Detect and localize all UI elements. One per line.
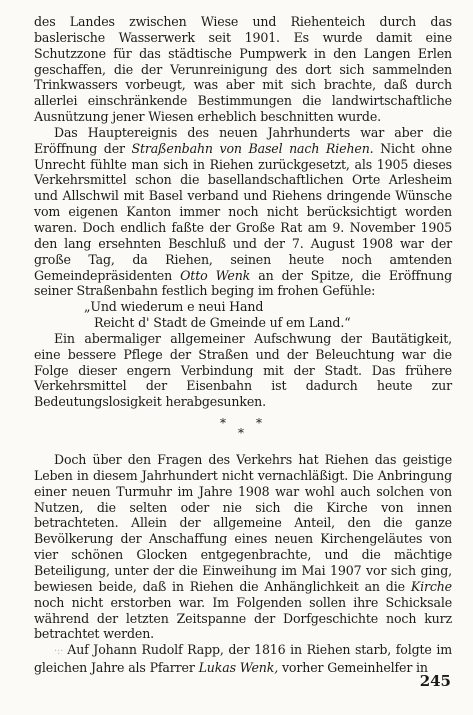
paragraph-5-text-b: vorher Gemeinhelfer in	[278, 660, 428, 676]
emphasis-otto-wenk: Otto Wenk	[180, 267, 251, 283]
paragraph-1: des Landes zwischen Wiese und Riehenteich durch das baslerische Wasserwerk seit 1901. Es wurde damit eine Schutzzone für das städtische Pumpwerk in den Langen Erlen geschaffen, die der Verunreinigung des dort sich sammelnden Trinkwassers vorbeugt, was aber mit sich brachte, daß durch allerlei einschränkende Bestimmungen die landwirtschaftliche Ausnützung jener Wiesen erheblich beschnitten wurde.	[34, 14, 452, 125]
section-divider-stars	[34, 414, 452, 448]
paragraph-5	[34, 642, 452, 676]
verse-quote	[84, 299, 452, 331]
paragraph-2	[34, 125, 452, 299]
margin-mark: ·:·	[54, 646, 64, 658]
verse-line-1: „Und wiederum e neui Hand	[84, 299, 264, 315]
paragraph-4	[34, 452, 452, 642]
paragraph-2-text-a: Das Hauptereignis des neuen Jahrhunderts war aber die Eröffnung der	[34, 124, 452, 156]
emphasis-kirche: Kirche	[410, 578, 452, 594]
divider-star-3: *	[256, 416, 262, 431]
paragraph-4-text-b: noch nicht erstorben war. Im Folgenden sollen ihre Schicksale während der letzten Zeitspanne der Dorfgeschichte noch kurz betrachtet werden.	[34, 594, 452, 642]
emphasis-strassenbahn: Straßenbahn von Basel nach Riehen.	[131, 140, 374, 156]
paragraph-3: Ein abermaliger allgemeiner Aufschwung der Bautätigkeit, eine bessere Pflege der Straßen und der Beleuchtung war die Folge dieser engern Verbindung mit der Stadt. Das frühere Verkehrsmittel der Eisenbahn ist dadurch heute zur Bedeutungslosigkeit herabgesunken.	[34, 330, 452, 410]
divider-star-2: *	[238, 426, 244, 441]
body-text	[34, 14, 452, 676]
emphasis-lukas-wenk: Lukas Wenk,	[198, 660, 279, 676]
paragraph-4-text-a: Doch über den Fragen des Verkehrs hat Riehen das geistige Leben in diesem Jahrhundert nicht vernachläßigt. Die Anbringung einer neuen Turmuhr im Jahre 1908 war wohl auch solchen von Nutzen, die selten oder nie sich die Kirche von innen betrachteten. Allein der allgemeine Anteil, den die ganze Bevölkerung der Anschaffung eines neuen Kirchengeläutes von vier schönen Glocken entgegenbrachte, und die mächtige Beteiligung, unter der die Einweihung im Mai 1907 vor sich ging, bewiesen beide, daß in Riehen die Anhänglichkeit an die	[34, 452, 452, 594]
paragraph-2-text-c: an der Spitze, die Eröffnung seiner Straßenbahn festlich beging im frohen Gefühle:	[34, 267, 452, 299]
divider-star-1: *	[220, 416, 226, 431]
page-number: 245	[419, 672, 451, 690]
paragraph-2-text-b: Nicht ohne Unrecht fühlte man sich in Riehen zurückgesetzt, als 1905 dieses Verkehrsmittel schon die basellandschaftlichen Orte Arlesheim und Allschwil mit Basel verband und Riehens dringende Wünsche vom eigenen Kanton immer noch nicht berücksichtigt worden waren. Doch endlich faßte der Große Rat am 9. November 1905 den lang ersehnten Beschluß und der 7. August 1908 war der große Tag, da Riehen, seinen heute noch amtenden Gemeindepräsidenten	[34, 140, 452, 283]
verse-line-2: Reicht d' Stadt de Gmeinde uf em Land.“	[94, 315, 351, 331]
paragraph-5-text-a: Auf Johann Rudolf Rapp, der 1816 in Riehen starb, folgte im gleichen Jahre als Pfarrer	[34, 642, 452, 676]
